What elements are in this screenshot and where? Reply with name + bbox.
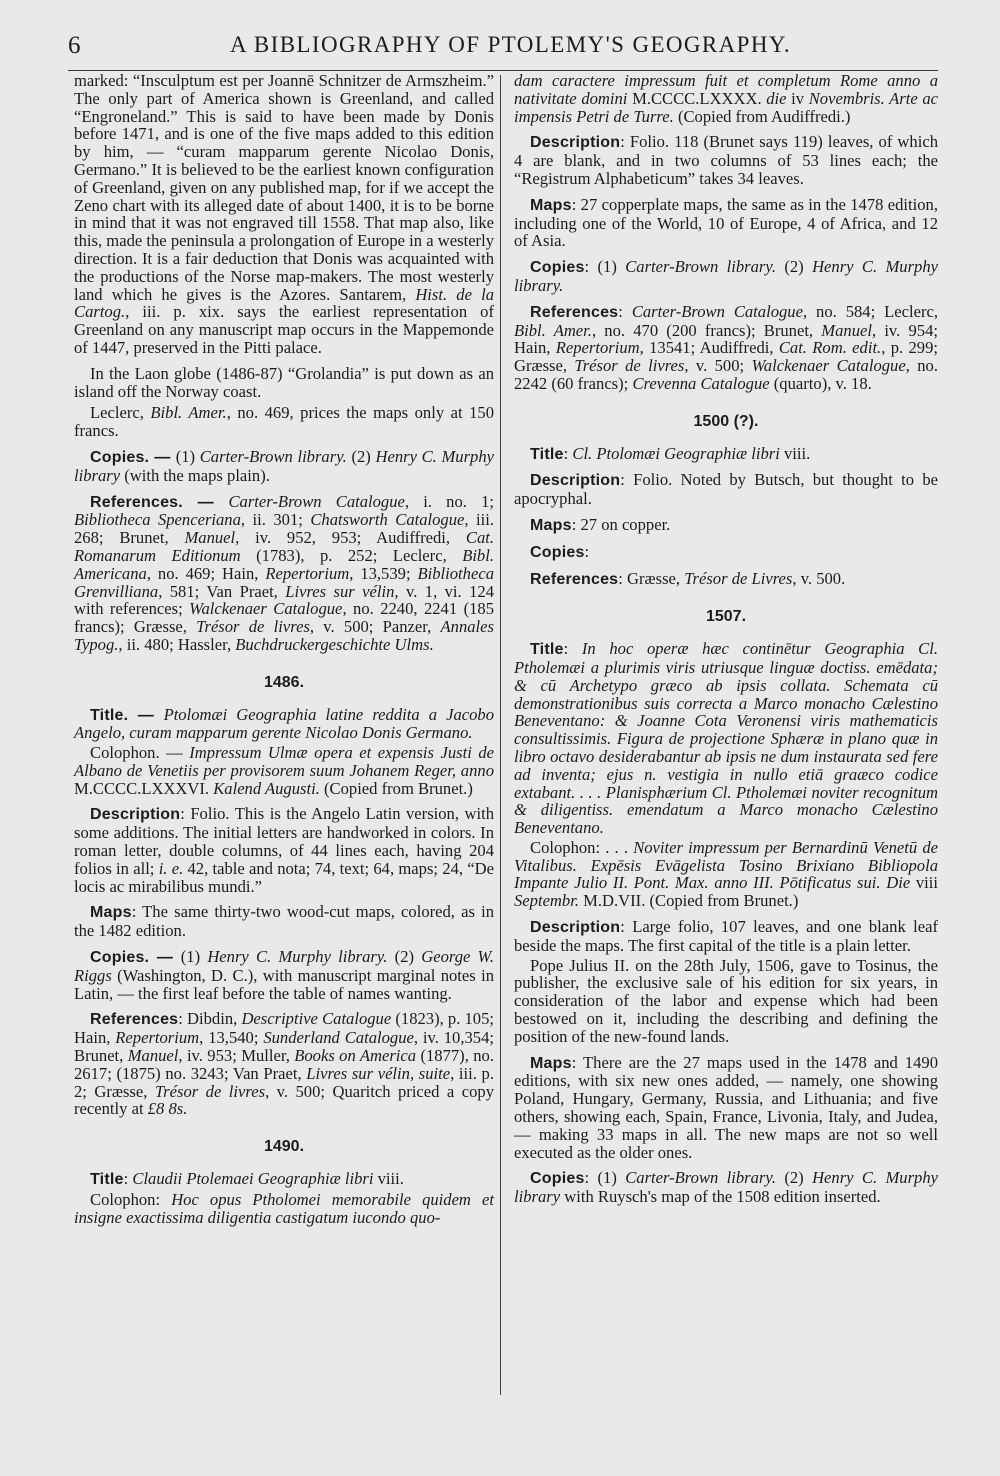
entry-description-1486: Description: Folio. This is the Angelo Latin version, with some additions. The initial letters are handworked in colors. In roman letter, double columns, of 44 lines each, having 204 folios in all; i. e. 42, table and nota; 74, text; 64, maps; 24, “De locis ac mirabilibus mundi.” [74,804,494,896]
entry-references-1500: References: Græsse, Trésor de Livres, v. 500. [530,568,846,588]
entry-description-1507: Description: Large folio, 107 leaves, and one blank leaf beside the maps. The first capital of the title is a plain letter. [514,917,938,955]
entry-copies: Copies. — (1) Carter-Brown library. (2) Henry C. Murphy library (with the maps plain). [74,446,494,485]
paragraph-laon-globe: In the Laon globe (1486-87) “Grolandia” is put down as an island off the Norway coast. [74,363,494,401]
entry-maps-1507: Maps: There are the 27 maps used in the 1478 and 1490 editions, with six new ones added, — namely, one showing Poland, Hungary, Germany, Russia, and Lithuania; and five others, showing each, Spain, France, Livonia, Italy, and Judea, — making 33 maps in all. The new maps are not so well executed as the older ones. [514,1052,938,1162]
left-column [74,72,494,1234]
entry-references: References. — Carter-Brown Catalogue, i. no. 1; Bibliotheca Spenceriana, ii. 301; Chatsworth Catalogue, iii. 268; Brunet, Manuel, iv. 952, 953; Audiffredi, Cat. Romanarum Editionum (1783), p. 252; Leclerc, Bibl. Americana, no. 469; Hain, Repertorium, 13,539; Bibliotheca Grenvilliana, 581; Van Praet, Livres sur vélin, v. 1, vi. 124 with references; Walckenaer Catalogue, no. 2240, 2241 (185 francs); Græsse, Trésor de livres, v. 500; Panzer, Annales Typog., ii. 480; Hassler, Buchdruckergeschichte Ulms. [74,491,495,654]
entry-colophon-1486: Colophon. — Impressum Ulmæ opera et expensis Justi de Albano de Venetiis per provisorem suum Johanem Reger, anno M.CCCC.LXXXVI. Kalend Augusti. (Copied from Brunet.) [74,743,495,798]
entry-title-1500: Title: Cl. Ptolomæi Geographiæ libri viii. [530,443,811,463]
entry-description-1490: Description: Folio. 118 (Brunet says 119) leaves, of which 4 are blank, and in two columns of 53 lines each; the “Registrum Alphabeticum” takes 34 leaves. [514,132,938,188]
page-number: 6 [68,32,82,59]
copies-label: Copies. — [90,448,176,466]
entry-copies-1507: Copies: (1) Carter-Brown library. (2) Henry C. Murphy library with Ruysch's map of the 1508 edition inserted. [514,1168,938,1207]
entry-references-1490: References: Carter-Brown Catalogue, no. 584; Leclerc, Bibl. Amer., no. 470 (200 francs); Brunet, Manuel, iv. 954; Hain, Repertorium, 13541; Audiffredi, Cat. Rom. edit., p. 299; Græsse, Trésor de livres, v. 500; Walckenaer Catalogue, no. 2242 (60 francs); Crevenna Catalogue (quarto), v. 18. [514,301,939,393]
year-heading-1490: 1490. [263,1138,305,1156]
paragraph-pope-julius: Pope Julius II. on the 28th July, 1506, gave to Tosinus, the publisher, the exclusive sale of his edition for six years, in consideration of the labor and expense which had been bestowed on it, including the describing and defining the position of the new-found lands. [514,955,938,1046]
entry-description-1500: Description: Folio. Noted by Butsch, but thought to be apocryphal. [514,470,938,509]
paragraph-greenland: marked: “Insculptum est per Joannē Schnitzer de Armszheim.” The only part of America shown is Greenland, and called “Engroneland.” This is said to have been made by Donis before 1471, and is one of the five maps added to this edition by him, — “curam mapparum gerente Nicolao Donis, Germano.” It is believed to be the earliest known configuration of Greenland, given on any published map, for if we accept the Zeno chart with its alleged date of about 1400, it is to be borne in mind that it was not engraved till 1558. That map also, like this, made the peninsula a prolongation of Europe in a westerly direction. It is a fair deduction that Donis was acquainted with the productions of the Norse map-makers. The most westerly land which he gives is the Azores. Santarem, Hist. de la Cartog., iii. p. xix. says the earliest representation of Greenland on any manuscript map occurs in the Mappemonde of 1447, preserved in the Pitti palace. [74,71,494,357]
entry-maps-1500: Maps: 27 on copper. [530,514,671,534]
colophon-1490-continued: dam caractere impressum fuit et completum Rome anno a nativitate domini M.CCCC.LXXXX. die iv Novembris. Arte ac impensis Petri de Turre. (Copied from Audiffredi.) [514,71,938,126]
entry-maps-1486: Maps: The same thirty-two wood-cut maps, colored, as in the 1482 edition. [74,902,494,941]
running-head [68,30,938,64]
references-label: References. — [90,493,229,511]
entry-maps-1490: Maps: 27 copperplate maps, the same as in the 1478 edition, including one of the World, 10 of Europe, 4 of Africa, and 12 of Asia. [514,194,938,251]
year-heading-1486: 1486. [263,673,305,691]
year-heading-1507: 1507. [705,608,747,626]
year-heading-1500: 1500 (?). [693,412,759,430]
right-column [514,72,938,1214]
column-divider [500,75,501,1395]
entry-colophon-1507: Colophon: . . . Noviter impressum per Bernardinū Venetū de Vitalibus. Expēsis Evāgelista Tosino Brixiano Bibliopola Impante Julio II. Pont. Max. anno III. Pōtificatus sui. Die viii Septembr. M.D.VII. (Copied from Brunet.) [514,837,939,911]
entry-references-1486: References: Dibdin, Descriptive Catalogue (1823), p. 105; Hain, Repertorium, 13,540; Sunderland Catalogue, iv. 10,354; Brunet, Manuel, iv. 953; Muller, Books on America (1877), no. 2617; (1875) no. 3243; Van Praet, Livres sur vélin, suite, iii. p. 2; Græsse, Trésor de livres, v. 500; Quaritch priced a copy recently at £8 8s. [74,1009,495,1119]
entry-title-1507: Title: In hoc operæ hæc continētur Geographia Cl. Ptholemæi a plurimis viris utriusque linguæ doctiss. emēdata; & cū Archetypo græco ab ipsis collata. Schemata cū demonstrationibus suis correcta a Marco monacho Cælestino Beneventano: & Joanne Cota Veronensi viris mathematicis consultissimis. Figura de projectione Sphæræ in plano quæ in libro octavo desiderabantur ab ipsis ne dum instaurata sed fere ad inventa; ejus n. vestigia in nullo etiā graæco codice extabant. . . . Planisphærium Cl. Ptholemæi noviter recognitum & diligentiss. emendatum a Marco monacho Cælestino Beneventano. [514,639,938,838]
entry-colophon-1490: Colophon: Hoc opus Ptholomei memorabile quidem et insigne exactissima diligentia castigatum iucondo quo- [74,1189,494,1227]
entry-title-1486: Title. — Ptolomæi Geographia latine reddita a Jacobo Angelo, curam mapparum gerente Nicolao Donis Germano. [74,704,494,743]
paragraph-leclerc: Leclerc, Bibl. Amer., no. 469, prices the maps only at 150 francs. [74,403,495,441]
entry-title-1490: Title: Claudii Ptolemaei Geographiæ libri viii. [90,1169,404,1189]
entry-copies-1486: Copies. — (1) Henry C. Murphy library. (2) George W. Riggs (Washington, D. C.), with manuscript marginal notes in Latin, — the first leaf before the table of names wanting. [74,947,495,1003]
running-title: A BIBLIOGRAPHY OF PTOLEMY'S GEOGRAPHY. [230,32,792,57]
entry-copies-1490: Copies: (1) Carter-Brown library. (2) Henry C. Murphy library. [514,257,938,295]
entry-copies-1500: Copies: [530,541,590,561]
